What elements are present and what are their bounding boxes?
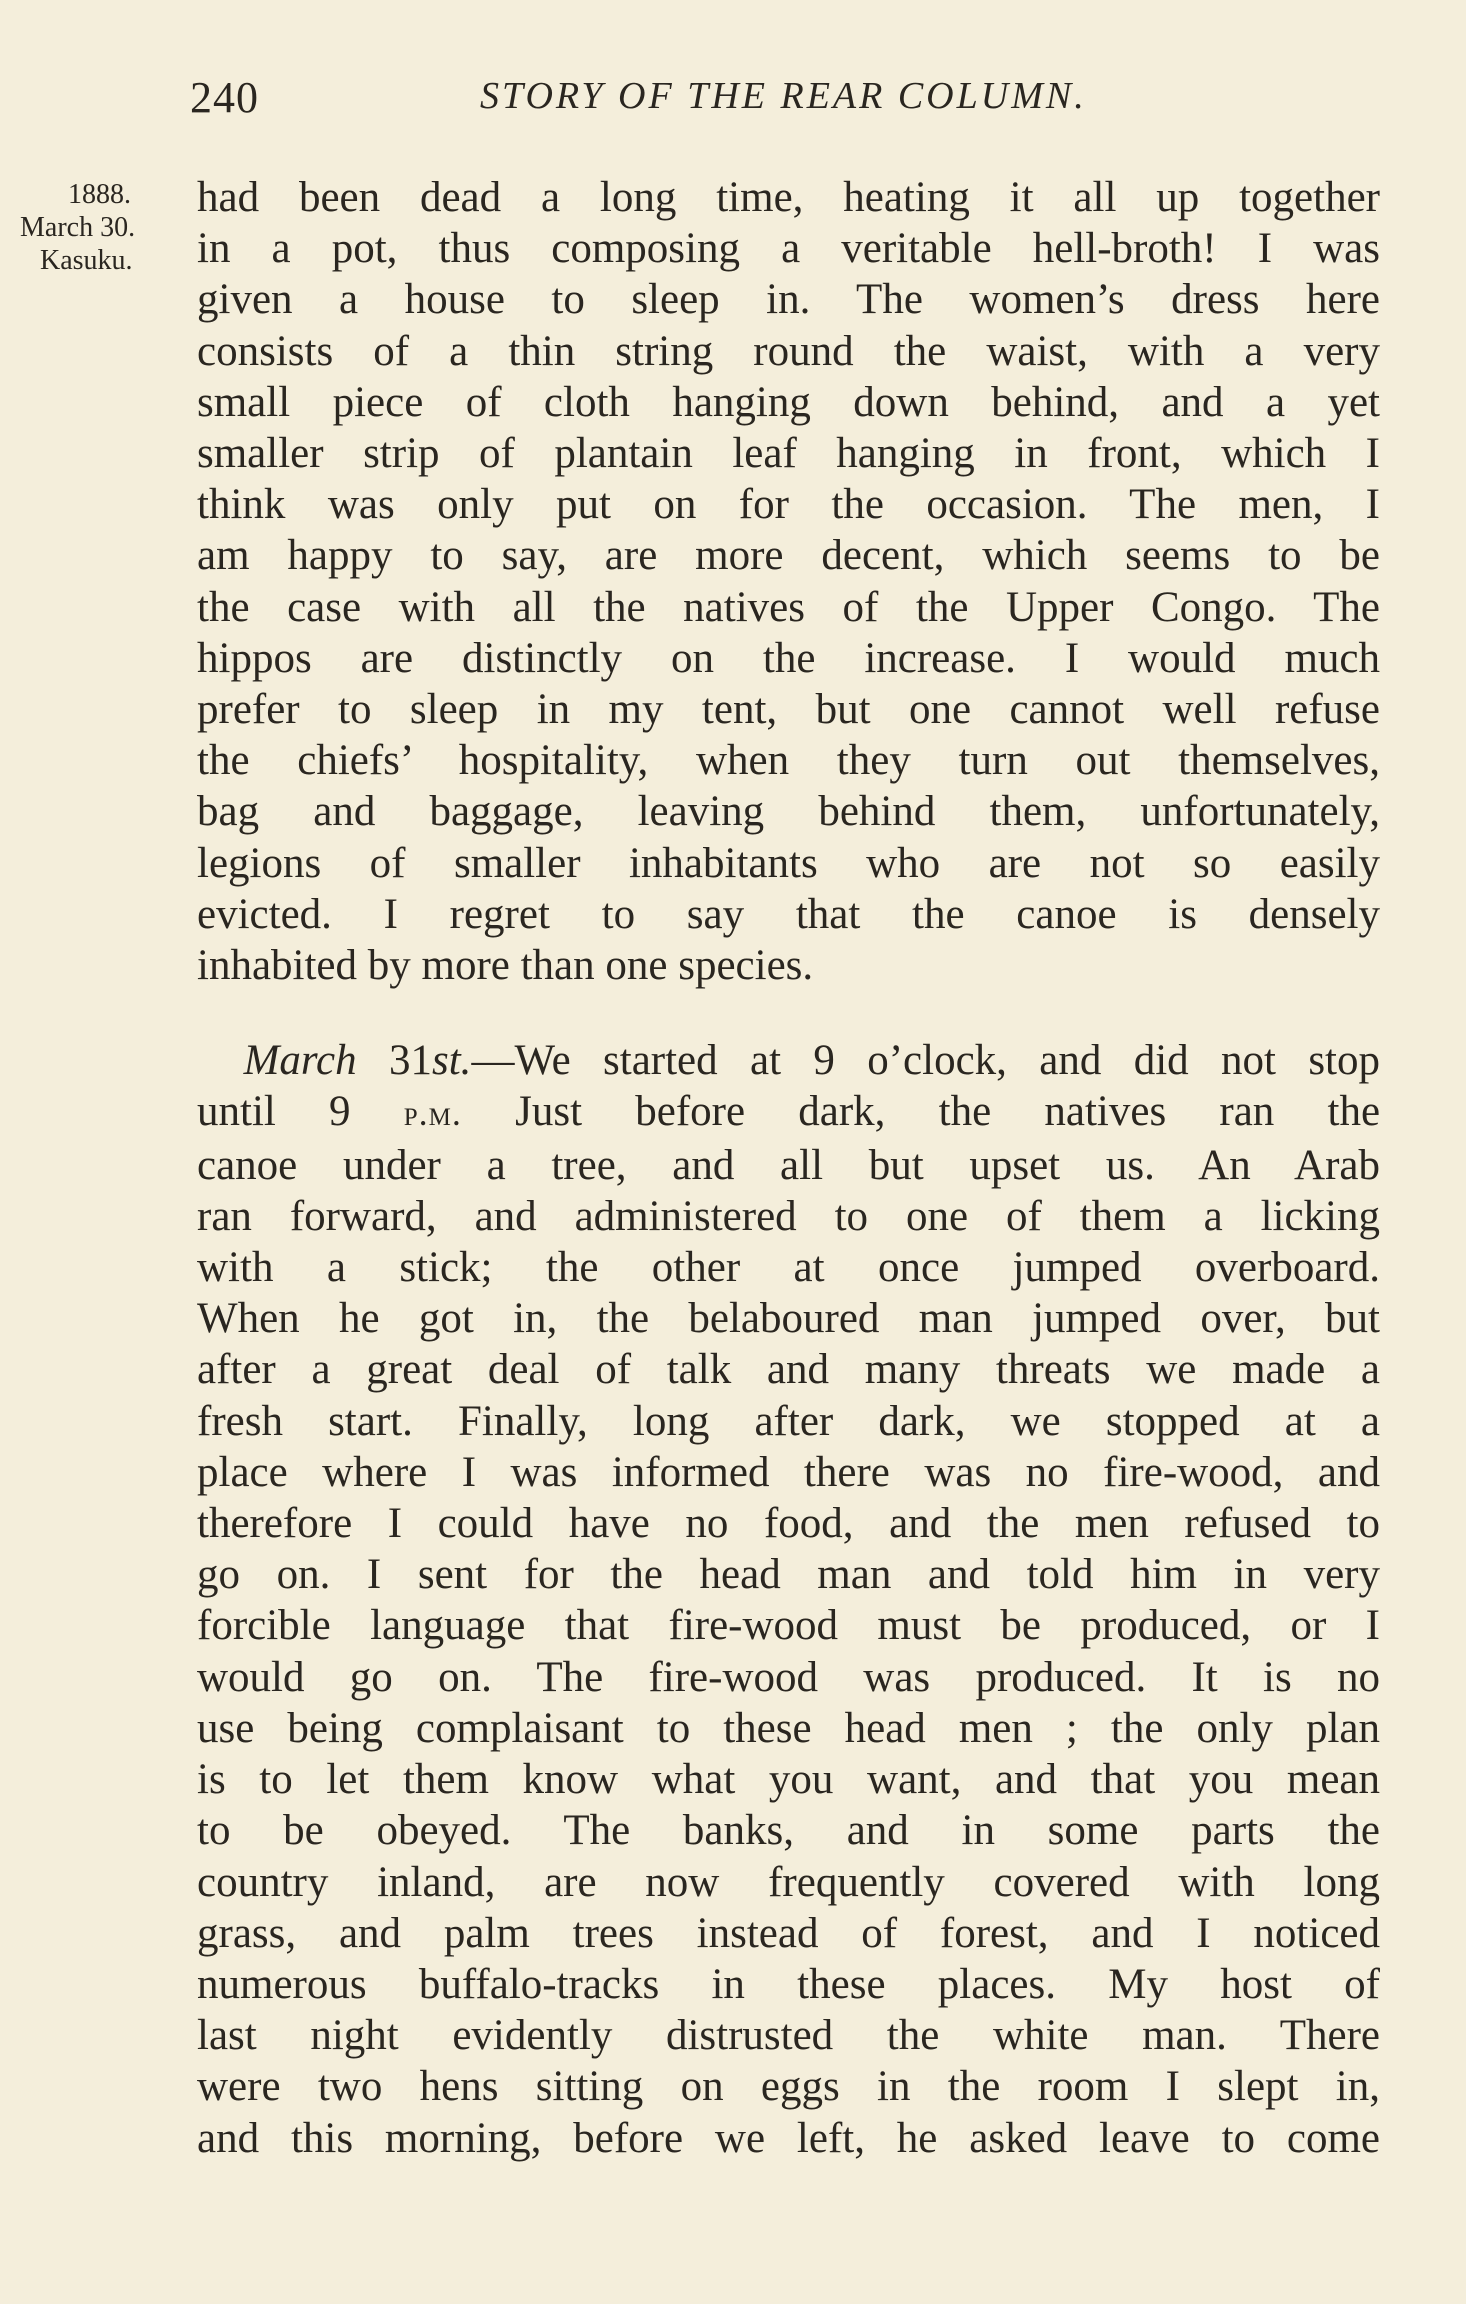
date-month: March [243,1037,357,1085]
paragraph-2 [197,1035,1380,2163]
running-head [190,72,1380,132]
text-line: given a house to sleep in. The women’s dress here [197,276,1380,324]
text-line: When he got in, the belaboured man jumped over, but [197,1295,1380,1343]
text-line: am happy to say, are more decent, which seems to be [197,532,1380,580]
text-line: smaller strip of plantain leaf hanging in front, which I [197,430,1380,478]
text-line: hippos are distinctly on the increase. I would much [197,634,1380,682]
text-line: go on. I sent for the head man and told him in very [197,1551,1380,1599]
date-day: 31 [389,1037,432,1085]
line-part: Just before dark, the natives ran the [515,1088,1381,1136]
text-line: numerous buffalo-tracks in these places. My host of [197,1960,1380,2008]
text-line: last night evidently distrusted the white man. There [197,2012,1380,2060]
text-line: inhabited by more than one species. [197,942,814,990]
text-line: use being complaisant to these head men ; the only plan [197,1704,1380,1752]
text-line: ran forward, and administered to one of them a licking [197,1192,1380,1240]
text-line: and this morning, before we left, he asked leave to come [197,2114,1380,2162]
text-line: fresh start. Finally, long after dark, we stopped at a [197,1397,1380,1445]
text-line: in a pot, thus composing a veritable hell-broth! I was [197,225,1380,273]
text-line: bag and baggage, leaving behind them, unfortunately, [197,788,1380,836]
text-line: to be obeyed. The banks, and in some parts the [197,1807,1380,1855]
text-line: legions of smaller inhabitants who are not so easily [197,839,1380,887]
paragraph-1 [197,172,1380,991]
text-line: think was only put on for the occasion. The men, I [197,481,1380,529]
text-line: therefore I could have no food, and the men refused to [197,1500,1380,1548]
page-number: 240 [190,73,259,122]
text-line [197,1086,1380,1139]
text-line: canoe under a tree, and all but upset us. An Arab [197,1141,1380,1189]
running-title: STORY OF THE REAR COLUMN. [480,75,1087,117]
text-line: with a stick; the other at once jumped overboard. [197,1244,1380,1292]
text-line: would go on. The fire-wood was produced. It is no [197,1653,1380,1701]
margin-note [20,178,195,277]
text-line: place where I was informed there was no fire-wood, and [197,1448,1380,1496]
margin-note-year: 1888. [68,179,131,210]
body-text [197,172,1380,2164]
margin-note-date: March 30. [20,212,136,243]
text-line: grass, and palm trees instead of forest, and I noticed [197,1909,1380,1957]
time-pm: p.m. [403,1093,462,1134]
text-line: had been dead a long time, heating it all up together [197,174,1380,221]
text-line [197,1035,1380,1086]
text-line: consists of a thin string round the waist, with a very [197,327,1380,375]
text-line: country inland, are now frequently covered with long [197,1858,1380,1906]
text-line: evicted. I regret to say that the canoe is densely [197,890,1380,938]
text-line: prefer to sleep in my tent, but one cannot well refuse [197,686,1380,734]
date-suffix: st. [432,1037,472,1085]
text-line: forcible language that fire-wood must be produced, or I [197,1602,1380,1650]
text-line: is to let them know what you want, and that you mean [197,1756,1380,1804]
date-line-rest: —We started at 9 o’clock, and did not stop [471,1037,1380,1085]
text-line: the case with all the natives of the Upper Congo. The [197,583,1380,631]
margin-note-place: Kasuku. [40,245,133,276]
text-line: small piece of cloth hanging down behind, and a yet [197,378,1380,426]
line-part: until 9 [197,1088,351,1136]
text-line: the chiefs’ hospitality, when they turn out themselves, [197,737,1380,785]
text-line: were two hens sitting on eggs in the room I slept in, [197,2063,1380,2111]
text-line: after a great deal of talk and many threats we made a [197,1346,1380,1394]
